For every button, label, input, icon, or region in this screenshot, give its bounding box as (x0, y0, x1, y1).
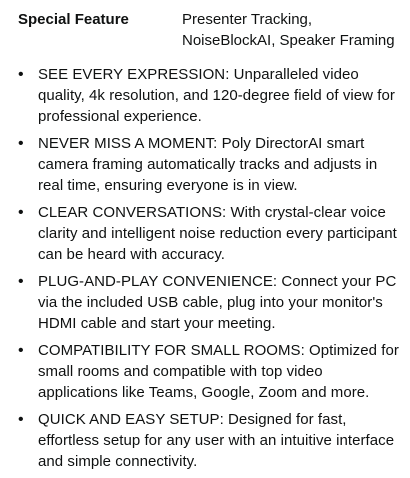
feature-item-plug-and-play (18, 271, 400, 334)
feature-text: SEE EVERY EXPRESSION: Unparalleled video quality, 4k resolution, and 120-degree field of view for professional experience. (38, 66, 395, 125)
feature-text: PLUG-AND-PLAY CONVENIENCE: Connect your PC via the included USB cable, plug into your monitor's HDMI cable and start your meeting. (38, 273, 397, 332)
feature-text: QUICK AND EASY SETUP: Designed for fast, effortless setup for any user with an intuitive interface and simple connectivity. (38, 411, 395, 470)
special-feature-value-line-1: Presenter Tracking, (182, 11, 313, 28)
bullet-icon: • (18, 204, 24, 221)
feature-item-clear-conversations (18, 202, 400, 265)
special-feature-value (182, 9, 395, 51)
feature-item-never-miss-a-moment (18, 133, 400, 196)
feature-item-see-every-expression (18, 64, 400, 127)
feature-item-quick-easy-setup (18, 409, 400, 472)
feature-item-compatibility-small-rooms (18, 340, 400, 403)
bullet-icon: • (18, 66, 24, 83)
bullet-icon: • (18, 135, 24, 152)
bullet-icon: • (18, 411, 24, 428)
feature-text: COMPATIBILITY FOR SMALL ROOMS: Optimized for small rooms and compatible with top video applications like Teams, Google, Zoom and more. (38, 342, 399, 401)
special-feature-value-line-2: NoiseBlockAI, Speaker Framing (182, 32, 395, 49)
special-feature-label: Special Feature (18, 11, 129, 28)
feature-text: NEVER MISS A MOMENT: Poly DirectorAI smart camera framing automatically tracks and adjusts in real time, ensuring everyone is in view. (38, 135, 378, 194)
bullet-icon: • (18, 273, 24, 290)
bullet-icon: • (18, 342, 24, 359)
special-feature-row (18, 9, 400, 51)
feature-text: CLEAR CONVERSATIONS: With crystal-clear voice clarity and intelligent noise reduction every participant can be heard with accuracy. (38, 204, 397, 263)
feature-bullet-list (18, 64, 400, 478)
